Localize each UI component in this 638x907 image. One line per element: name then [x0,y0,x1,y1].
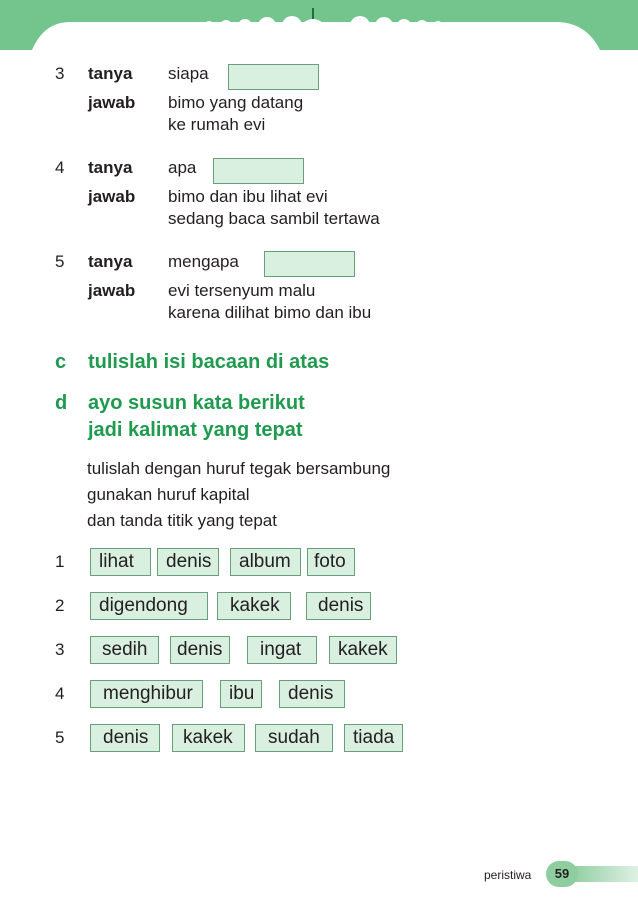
row-number: 3 [55,640,65,659]
answer-line-1: bimo yang datang [168,93,304,112]
jawab-label: jawab [88,281,136,300]
row-number: 4 [55,684,65,703]
word-tile[interactable]: foto [307,548,355,576]
word-tile[interactable]: menghibur [90,680,203,708]
answer-line-2: sedang baca sambil tertawa [168,209,380,228]
answer-blank-box[interactable] [264,251,355,277]
question-word: mengapa [168,252,239,271]
section-title-line-1: ayo susun kata berikut [88,392,305,414]
instruction-line-1: tulislah dengan huruf tegak bersambung [87,459,391,478]
word-tile[interactable]: denis [279,680,345,708]
word-tile[interactable]: denis [90,724,160,752]
word-tile[interactable]: album [230,548,301,576]
word-tile[interactable]: denis [170,636,230,664]
chapter-label: peristiwa [484,868,532,882]
answer-line-1: evi tersenyum malu [168,281,316,300]
word-tile[interactable]: denis [157,548,219,576]
question-word: siapa [168,64,209,83]
word-tile[interactable]: kakek [217,592,291,620]
section-letter: d [55,392,68,414]
word-tile[interactable]: sudah [255,724,333,752]
answer-line-2: karena dilihat bimo dan ibu [168,303,372,322]
tanya-label: tanya [88,64,133,83]
instruction-line-2: gunakan huruf kapital [87,485,250,504]
tanya-label: tanya [88,158,133,177]
row-number: 2 [55,596,65,615]
answer-blank-box[interactable] [228,64,319,90]
answer-line-1: bimo dan ibu lihat evi [168,187,328,206]
question-word: apa [168,158,197,177]
qa-number: 4 [55,158,65,177]
jawab-label: jawab [88,187,136,206]
word-tile[interactable]: digendong [90,592,208,620]
section-letter: c [55,351,67,373]
jawab-label: jawab [88,93,136,112]
row-number: 5 [55,728,65,747]
tanya-label: tanya [88,252,133,271]
qa-number: 3 [55,64,65,83]
section-title-line-2: jadi kalimat yang tepat [88,419,303,441]
word-tile[interactable]: kakek [172,724,245,752]
qa-number: 5 [55,252,65,271]
word-tile[interactable]: tiada [344,724,403,752]
answer-line-2: ke rumah evi [168,115,266,134]
word-tile[interactable]: ingat [247,636,317,664]
word-tile[interactable]: ibu [220,680,262,708]
instruction-line-3: dan tanda titik yang tepat [87,511,277,530]
answer-blank-box[interactable] [213,158,304,184]
word-tile[interactable]: sedih [90,636,159,664]
row-number: 1 [55,552,65,571]
footer-bar [570,866,638,882]
word-tile[interactable]: denis [306,592,371,620]
section-title: tulislah isi bacaan di atas [88,351,330,373]
word-tile[interactable]: lihat [90,548,151,576]
page-number: 59 [546,861,578,887]
header-band [0,0,638,50]
word-tile[interactable]: kakek [329,636,397,664]
